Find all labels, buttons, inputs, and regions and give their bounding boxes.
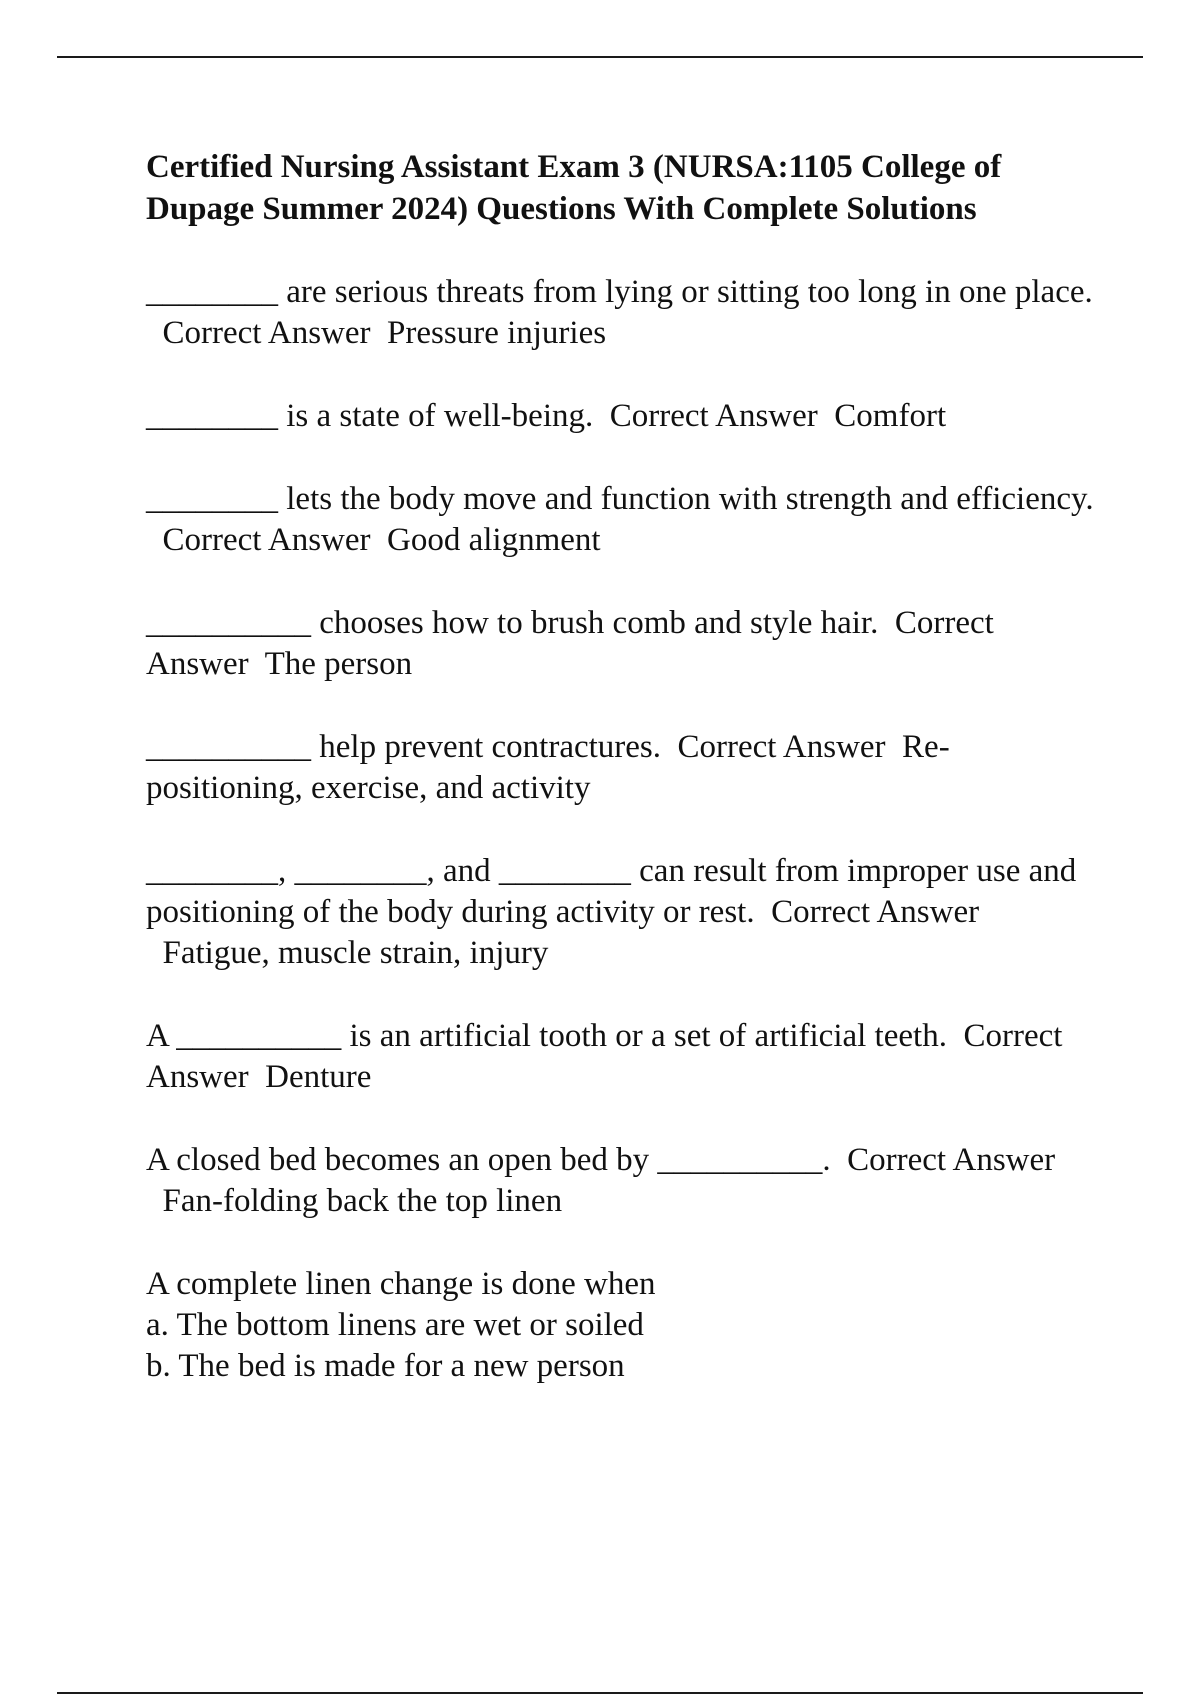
answer-text: Good alignment xyxy=(387,522,601,558)
answer-text: Re-positioning, exercise, and activity xyxy=(146,729,950,806)
answer-text: The person xyxy=(264,646,413,682)
qa-item xyxy=(146,396,1096,437)
question-text: A complete linen change is done when xyxy=(146,1266,656,1302)
question-text: ________ is a state of well-being. xyxy=(146,398,594,434)
question-text: ________ are serious threats from lying or sitting too long in one place. xyxy=(146,274,1093,310)
qa-item xyxy=(146,1016,1096,1098)
option-a: a. The bottom linens are wet or soiled xyxy=(146,1307,644,1343)
qa-item-multiple-choice xyxy=(146,1264,1096,1387)
question-text: ________, ________, and ________ can result from improper use and positioning of the body during activity or rest. xyxy=(146,853,1077,930)
question-text: __________ chooses how to brush comb and style hair. xyxy=(146,605,879,641)
answer-label: Correct Answer xyxy=(609,398,818,434)
answer-text: Fan-folding back the top linen xyxy=(162,1183,563,1219)
qa-item xyxy=(146,1140,1096,1222)
answer-text: Comfort xyxy=(834,398,947,434)
qa-item xyxy=(146,851,1096,974)
document-body xyxy=(146,146,1096,1387)
qa-item xyxy=(146,603,1096,685)
answer-text: Denture xyxy=(265,1059,372,1095)
document-title: Certified Nursing Assistant Exam 3 (NURSA:1105 College of Dupage Summer 2024) Questions With Complete Solutions xyxy=(146,149,1002,227)
qa-item xyxy=(146,727,1096,809)
question-text: A __________ is an artificial tooth or a set of artificial teeth. xyxy=(146,1018,947,1054)
answer-label: Correct Answer xyxy=(162,315,371,351)
answer-text: Fatigue, muscle strain, injury xyxy=(162,935,549,971)
option-b: b. The bed is made for a new person xyxy=(146,1348,625,1384)
question-text: ________ lets the body move and function with strength and efficiency. xyxy=(146,481,1094,517)
bottom-rule xyxy=(57,1692,1143,1694)
answer-label: Correct Answer xyxy=(162,522,371,558)
qa-item xyxy=(146,479,1096,561)
answer-label: Correct Answer xyxy=(771,894,980,930)
question-text: A closed bed becomes an open bed by __________. xyxy=(146,1142,831,1178)
answer-label: Correct Answer xyxy=(847,1142,1056,1178)
answer-label: Correct Answer xyxy=(146,605,994,682)
answer-label: Correct Answer xyxy=(146,1018,1063,1095)
qa-item xyxy=(146,272,1096,354)
answer-text: Pressure injuries xyxy=(387,315,607,351)
answer-label: Correct Answer xyxy=(677,729,886,765)
question-text: __________ help prevent contractures. xyxy=(146,729,662,765)
top-rule xyxy=(57,56,1143,58)
